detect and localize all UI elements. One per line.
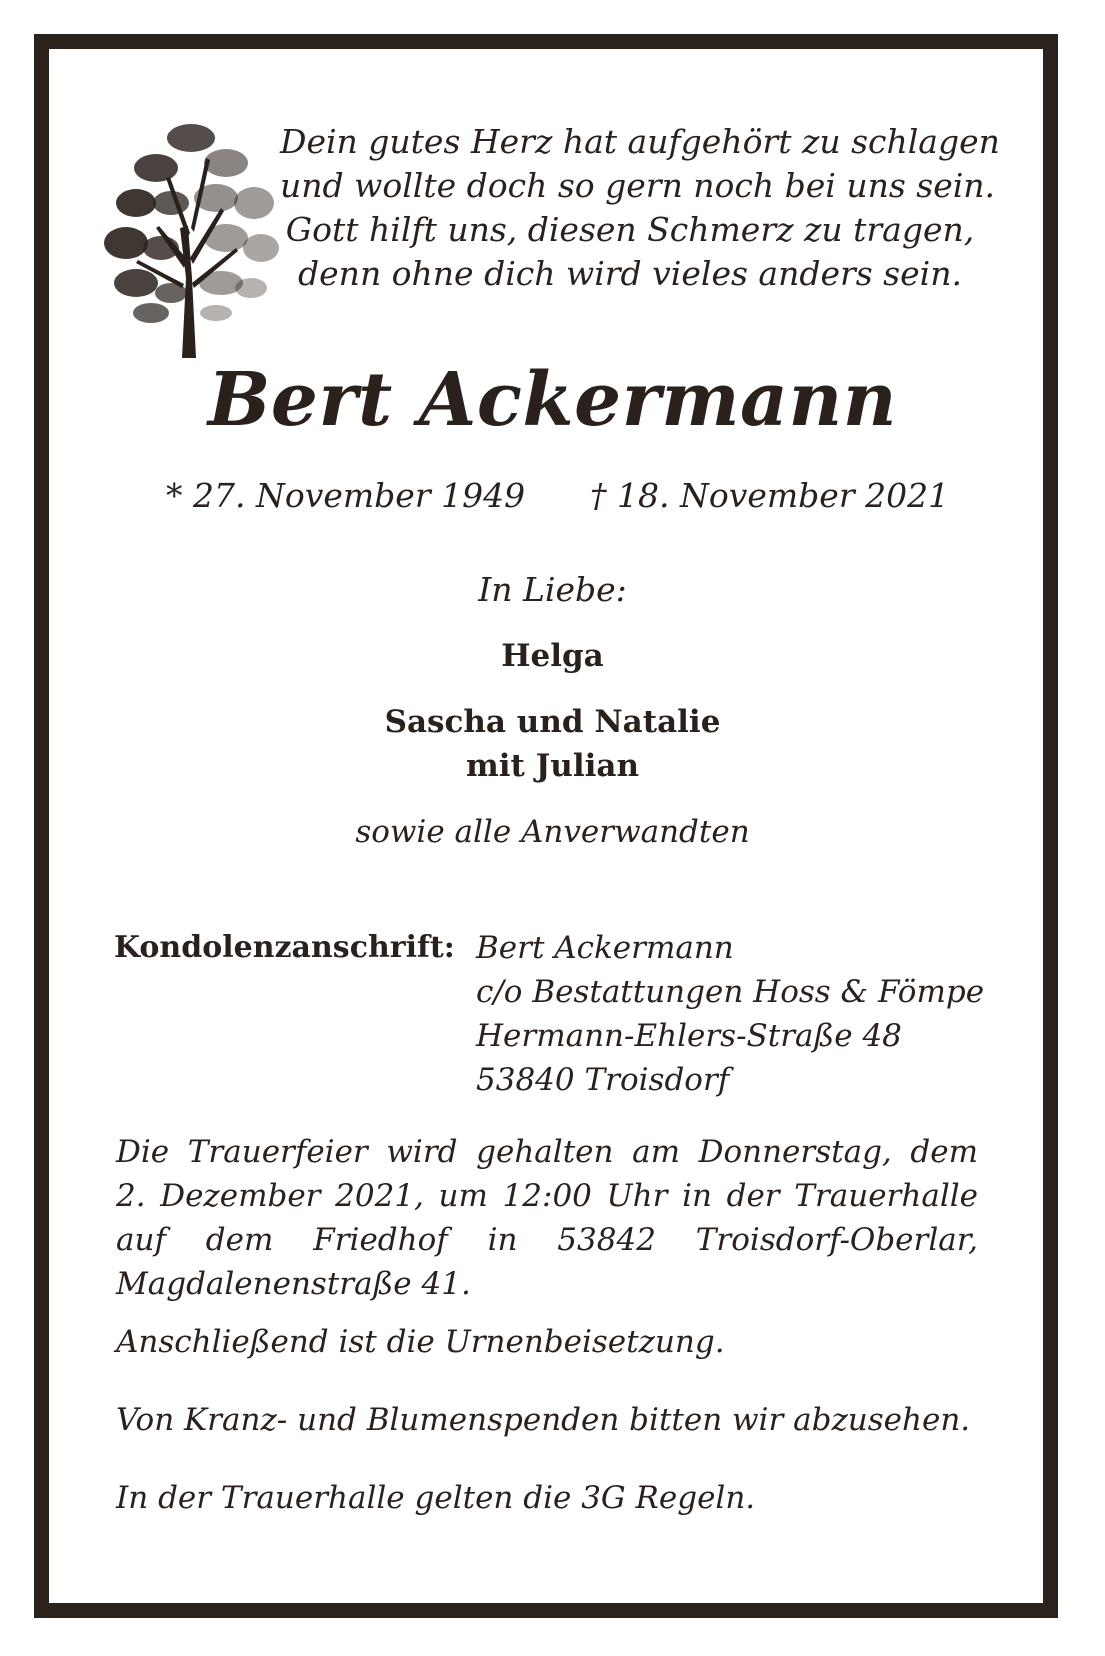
poem-line: Dein gutes Herz hat aufgehört zu schlagen [280,122,1000,161]
tree-illustration [96,108,286,358]
love-intro: In Liebe: [478,570,627,609]
birth-date: * 27. November 1949 [166,476,526,515]
flowers-note: Von Kranz- und Blumenspenden bitten wir abzusehen. [116,1402,971,1438]
poem-line: und wollte doch so gern noch bei uns sein. [280,166,996,205]
death-date: † 18. November 2021 [590,476,950,515]
mourner-first: Helga [501,638,604,674]
address-line: Hermann-Ehlers-Straße 48 [476,1018,902,1054]
poem-line: Gott hilft uns, diesen Schmerz zu tragen, [285,210,975,249]
address-line: c/o Bestattungen Hoss & Fömpe [476,974,985,1010]
ceremony-paragraph [116,1130,978,1306]
ceremony-line: Die Trauerfeier wird gehalten am Donnerstag, dem [116,1134,978,1170]
ceremony-line: auf dem Friedhof in 53842 Troisdorf-Oberlar, [116,1222,978,1258]
mourner-second-line2: mit Julian [465,748,640,784]
mourner-second-line1: Sascha und Natalie [384,704,721,740]
relatives-line: sowie alle Anverwandten [355,814,750,850]
address-line: 53840 Troisdorf [476,1062,730,1098]
hall-rules-note: In der Trauerhalle gelten die 3G Regeln. [116,1480,756,1516]
deceased-name: Bert Ackermann [207,357,898,443]
memorial-poem [280,120,1000,296]
condolence-label: Kondolenzanschrift: [114,930,455,965]
urn-burial-note: Anschließend ist die Urnenbeisetzung. [116,1324,725,1360]
address-line: Bert Ackermann [476,930,734,966]
poem-line: denn ohne dich wird vieles anders sein. [298,254,962,293]
ceremony-line: 2. Dezember 2021, um 12:00 Uhr in der Trauerhalle [116,1178,978,1214]
condolence-address [476,926,984,1102]
ceremony-line: Magdalenenstraße 41. [116,1266,471,1302]
